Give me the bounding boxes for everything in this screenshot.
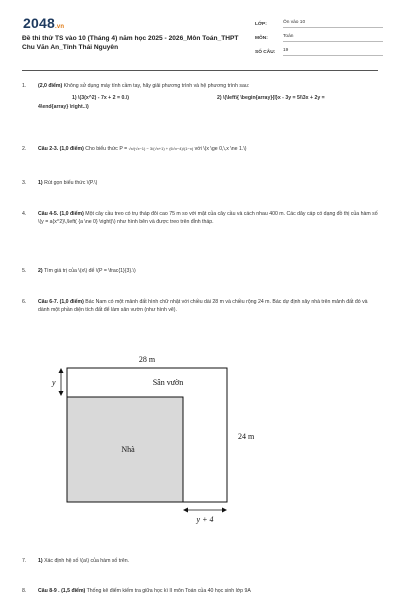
question-7 bbox=[22, 557, 378, 565]
exam-title: Đề thi thử TS vào 10 (Tháng 4) năm học 2025 - 2026_Môn Toán_THPT Chu Văn An_Tỉnh Thái Nguyên bbox=[22, 35, 239, 51]
question-text: Tìm giá trị của \(x\) để \(P = \frac{1}{3}.\) bbox=[42, 268, 136, 274]
question-text: Xác định hệ số \(a\) của hàm số trên. bbox=[42, 558, 130, 564]
question-number: 2. bbox=[22, 146, 27, 152]
expression-formula: √x/(√x−1) − 3/(√x+1) + (6√x−4)/(1−x) bbox=[128, 146, 194, 151]
question-text: Không sử dụng máy tính cầm tay, hãy giải phương trình và hệ phương trình sau: bbox=[62, 83, 250, 89]
meta-row-class bbox=[255, 17, 383, 31]
meta-label: MÔN: bbox=[255, 35, 268, 41]
question-number: 5. bbox=[22, 268, 27, 274]
question-part: 2) bbox=[38, 268, 43, 274]
garden-width-label: y bbox=[52, 378, 56, 387]
meta-label: SỐ CÂU: bbox=[255, 49, 276, 55]
meta-value: Ôn vào 10 bbox=[283, 20, 383, 28]
garden-length-label: y + 4 bbox=[196, 515, 214, 524]
question-points: Câu 6-7. (1,0 điểm) bbox=[38, 299, 84, 305]
question-number: 7. bbox=[22, 558, 27, 564]
width-label: 24 m bbox=[238, 432, 255, 441]
question-text: Thống kê điểm kiểm tra giữa học kì II môn Toán của 40 học sinh lớp 9A bbox=[85, 588, 251, 594]
question-8 bbox=[22, 587, 378, 595]
garden-label: Sân vườn bbox=[152, 378, 184, 387]
site-logo[interactable] bbox=[23, 15, 64, 31]
meta-row-count bbox=[255, 45, 383, 59]
equation-2: 2) \(\left\{ \begin{array}{l}x - 3y = 5\\3x + 2y = bbox=[217, 95, 325, 102]
question-number: 3. bbox=[22, 180, 27, 186]
question-text: Một cây cầu treo có trụ tháp đôi cao 75 m so với mặt của cây cầu và cách nhau 400 m. Các dây cáp có dạng đồ thị của hàm số \(y = a{x^2}\,\left( {a \ne 0} \right)\) như hình bên và được treo trên đỉnh tháp. bbox=[38, 211, 378, 226]
exam-meta bbox=[255, 17, 383, 59]
meta-value: 19 bbox=[283, 48, 383, 56]
header-divider bbox=[22, 70, 378, 71]
question-part: 1) bbox=[38, 558, 43, 564]
question-points: (2,0 điểm) bbox=[38, 83, 63, 89]
logo-main: 2048 bbox=[23, 15, 55, 31]
equation-1: 1) \(3(x^2) - 7x + 2 = 0.\) bbox=[72, 95, 129, 102]
question-6 bbox=[22, 298, 378, 315]
equation-2-cont: 4\end{array} \right..\) bbox=[38, 103, 89, 110]
question-points: Câu 2-3. (1,0 điểm) bbox=[38, 146, 84, 152]
question-text: Rút gọn biểu thức \(P.\) bbox=[42, 180, 98, 186]
question-text: Cho biểu thức P = bbox=[83, 146, 129, 152]
question-number: 6. bbox=[22, 299, 27, 305]
bottom-arrow bbox=[183, 508, 227, 513]
question-number: 1. bbox=[22, 83, 27, 89]
question-1 bbox=[22, 82, 378, 111]
question-number: 8. bbox=[22, 588, 27, 594]
question-3 bbox=[22, 179, 378, 187]
meta-label: LỚP: bbox=[255, 21, 267, 27]
question-4 bbox=[22, 210, 378, 227]
question-condition: với \(x \ge 0,\,x \ne 1.\) bbox=[193, 146, 247, 152]
question-2 bbox=[22, 145, 378, 153]
question-5 bbox=[22, 267, 378, 275]
question-number: 4. bbox=[22, 211, 27, 217]
length-label: 28 m bbox=[138, 355, 156, 364]
meta-value: Toán bbox=[283, 34, 383, 42]
question-text: Bác Nam có một mảnh đất hình chữ nhật với chiều dài 28 m và chiều rộng 24 m. Bác dự định xây nhà trên mảnh đất đó và dành một phần diện tích đất để làm sân vườn (như hình vẽ). bbox=[38, 299, 368, 314]
logo-suffix: .vn bbox=[54, 24, 65, 30]
question-points: Câu 8-9 . (1,5 điểm) bbox=[38, 588, 86, 594]
question-part: 1) bbox=[38, 180, 43, 186]
land-plot-figure bbox=[50, 349, 310, 529]
left-arrow bbox=[59, 368, 64, 396]
question-points: Câu 4-5. (1,0 điểm) bbox=[38, 211, 84, 217]
meta-row-subject bbox=[255, 31, 383, 45]
house-label: Nhà bbox=[121, 445, 135, 454]
